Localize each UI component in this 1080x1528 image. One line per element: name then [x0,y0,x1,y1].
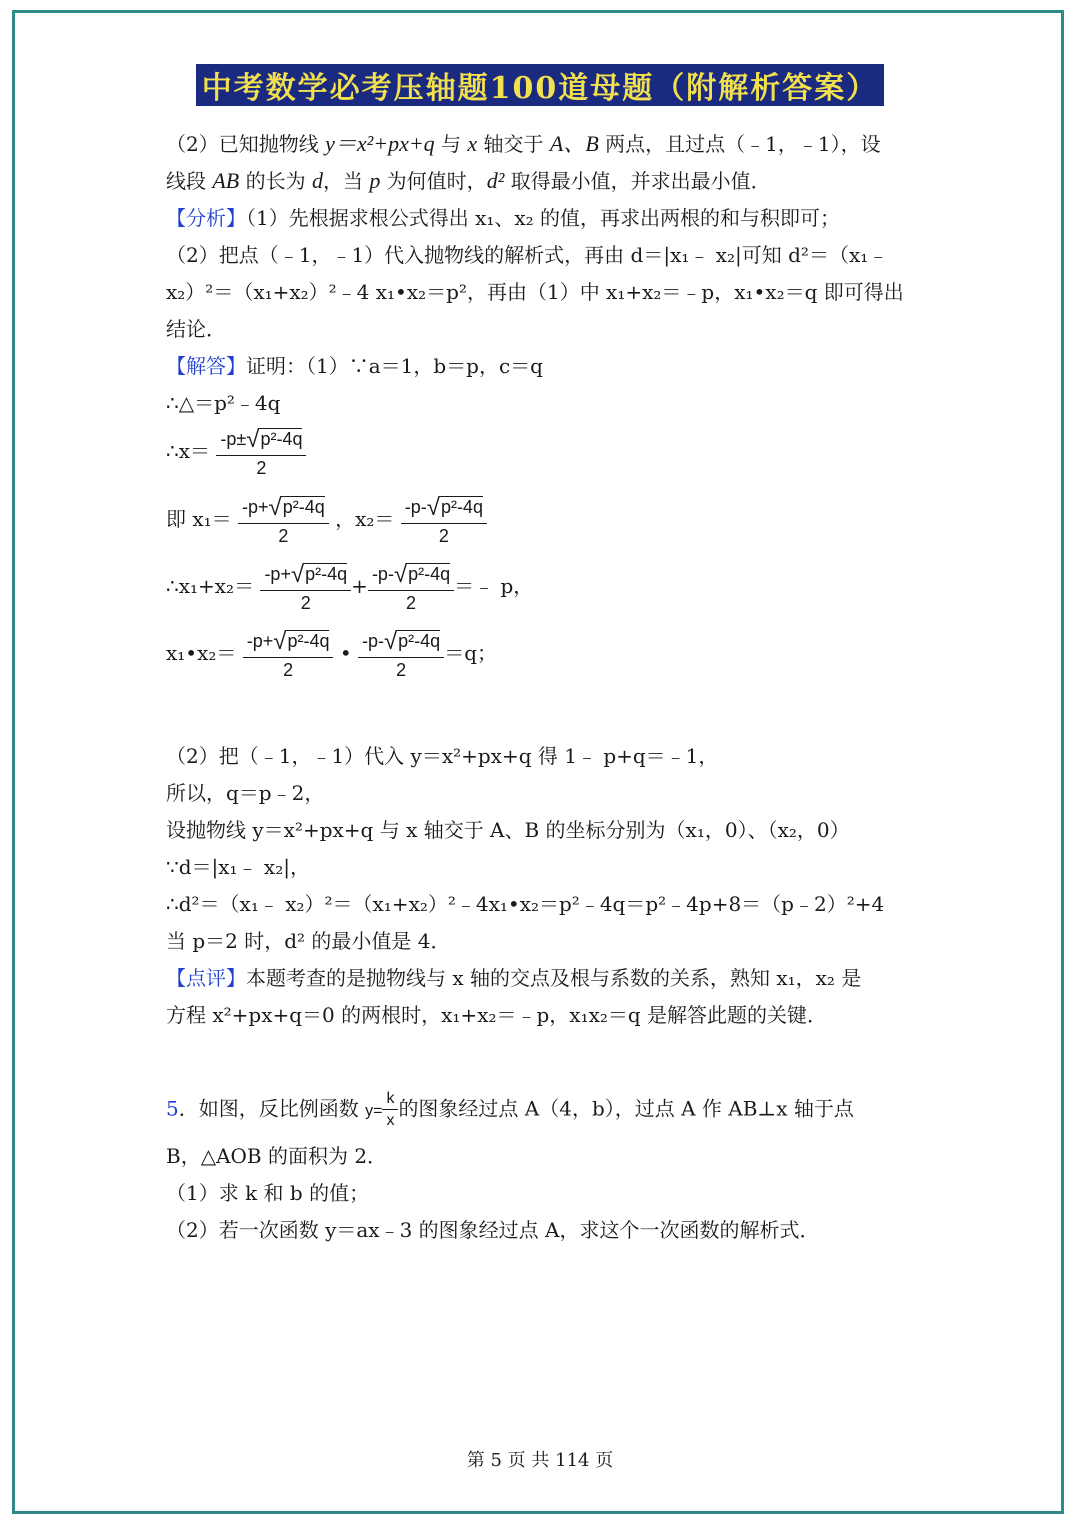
solution2-line-5: ∴d²＝（x₁﹣ x₂）²＝（x₁+x₂）²﹣4x₁•x₂＝p²﹣4q＝p²﹣4p+8＝（p﹣2）²+4 [166,892,885,916]
numerator-text: -p+ [242,497,269,517]
radicand: p²-4q [408,564,451,584]
text: （1）先根据求根公式得出 x₁、x₂ 的值，再求出两根的和与积即可； [246,206,841,230]
answer-tag: 【解答】 [166,354,246,378]
variable: d² [486,168,505,193]
text: ．如图，反比例函数 [178,1096,366,1121]
radicand: p²-4q [305,564,348,584]
text: 本题考查的是抛物线与 x 轴的交点及根与系数的关系，熟知 x₁，x₂ 是 [246,966,862,990]
title-banner [196,64,884,106]
comment-line-2: 方程 x²+px+q＝0 的两根时，x₁+x₂＝﹣p，x₁x₂＝q 是解答此题的关键． [166,1003,828,1027]
text: ，当 [322,169,370,193]
page-title: 中考数学必考压轴题100道母题（附解析答案） [201,71,879,106]
solution2-line-4: ∵d＝|x₁﹣ x₂|， [166,855,310,879]
text: ＝﹣ p， [454,574,534,598]
text: y= [365,1102,383,1120]
radicand: p²-4q [260,429,303,449]
solution2-line-6: 当 p＝2 时，d² 的最小值是 4． [166,929,451,953]
radicand: p²-4q [287,631,330,651]
denominator: 2 [283,660,294,680]
variable: d [311,168,323,193]
roots-line [166,494,487,547]
problem-line-1 [166,131,881,157]
text: ＝q； [444,641,498,665]
denominator: 2 [278,526,289,546]
numerator-text: -p+ [264,564,291,584]
analysis-tag: 【分析】 [166,206,246,230]
comment-line-1 [166,965,861,991]
fraction: $\frac{\text{-p+√p²-4q}}{2}$ [260,561,351,614]
variable: A、B [549,131,599,156]
question5-line-4: （2）若一次函数 y＝ax﹣3 的图象经过点 A，求这个一次函数的解析式． [166,1218,820,1242]
denominator: 2 [406,593,417,613]
solution2-line-1: （2）把（﹣1，﹣1）代入 y＝x²+px+q 得 1﹣ p+q＝﹣1， [166,744,719,768]
fraction: $\frac{\text{-p±√p²-4q}}{2}$ [216,426,306,479]
analysis-line-3: x₂）²＝（x₁+x₂）²﹣4 x₁•x₂＝p²，再由（1）中 x₁+x₂＝﹣p，x₁•x₂＝q 即可得出 [166,280,904,304]
text: 与 [434,132,468,156]
denominator: 2 [396,660,407,680]
numerator-text: -p- [362,631,384,651]
radicand: p²-4q [282,497,325,517]
text: ∴x＝ [166,439,211,463]
analysis-line-2: （2）把点（﹣1，﹣1）代入抛物线的解析式，再由 d＝|x₁﹣ x₂|可知 d²＝（x₁﹣ [166,243,889,267]
numerator: k [382,1090,398,1110]
variable: p [369,168,381,193]
solution2-line-3: 设抛物线 y＝x²+px+q 与 x 轴交于 A、B 的坐标分别为（x₁，0）、（x₂，0） [166,818,850,842]
text: ，x₂＝ [335,507,395,531]
text: 线段 [166,169,213,193]
denominator: x [386,1112,395,1129]
page-footer: 第 5 页 共 114 页 [466,1450,614,1471]
denominator: 2 [300,593,311,613]
denominator: 2 [438,526,449,546]
question-number: 5 [166,1096,179,1121]
fraction: $\frac{\text{-p-√p²-4q}}{2}$ [358,628,444,681]
fraction: $\frac{\text{-p-√p²-4q}}{2}$ [368,561,454,614]
operator: + [351,574,368,598]
text: 轴交于 [477,132,550,156]
fraction: $\frac{\text{-p+√p²-4q}}{2}$ [238,494,329,547]
product-line [166,628,497,681]
formula: y＝x²+px+q [325,131,435,156]
text: 取得最小值，并求出最小值． [504,169,771,193]
answer-line-1 [166,353,543,379]
question5-line-1 [166,1090,854,1130]
fraction-k-over-x [382,1090,398,1130]
text: （2）已知抛物线 [166,132,326,156]
analysis-line-1 [166,205,840,231]
problem-line-2 [166,168,771,194]
text: x₁•x₂＝ [166,641,237,665]
numerator-text: -p± [220,429,247,449]
text: 的长为 [239,169,312,193]
numerator-text: -p- [371,564,394,584]
analysis-line-4: 结论． [166,317,226,341]
radicand: p²-4q [440,497,483,517]
operator: • [339,641,352,665]
denominator: 2 [256,458,267,478]
numerator-text: -p+ [246,631,274,651]
sum-line [166,561,533,614]
text: 即 x₁＝ [166,507,232,531]
solution2-line-2: 所以，q＝p﹣2， [166,781,325,805]
question5-line-2: B，△AOB 的面积为 2． [166,1144,388,1168]
text: 证明：（1）∵a＝1，b＝p，c＝q [246,354,543,378]
comment-tag: 【点评】 [166,966,246,990]
variable: AB [212,168,240,193]
quadratic-formula-line [166,426,306,479]
text: 两点，且过点（﹣1，﹣1），设 [598,132,881,156]
variable: x [467,131,478,156]
fraction: $\frac{\text{-p-√p²-4q}}{2}$ [401,494,487,547]
fraction: $\frac{\text{-p+√p²-4q}}{2}$ [243,628,334,681]
text: 的图象经过点 A（4，b），过点 A 作 AB⊥x 轴于点 [398,1096,854,1121]
question5-line-3: （1）求 k 和 b 的值； [166,1181,370,1205]
numerator-text: -p- [404,497,427,517]
text: ∴x₁+x₂＝ [166,574,255,598]
answer-line-2: ∴△＝p²﹣4q [166,391,281,415]
radicand: p²-4q [398,631,441,651]
text: 为何值时， [380,169,487,193]
